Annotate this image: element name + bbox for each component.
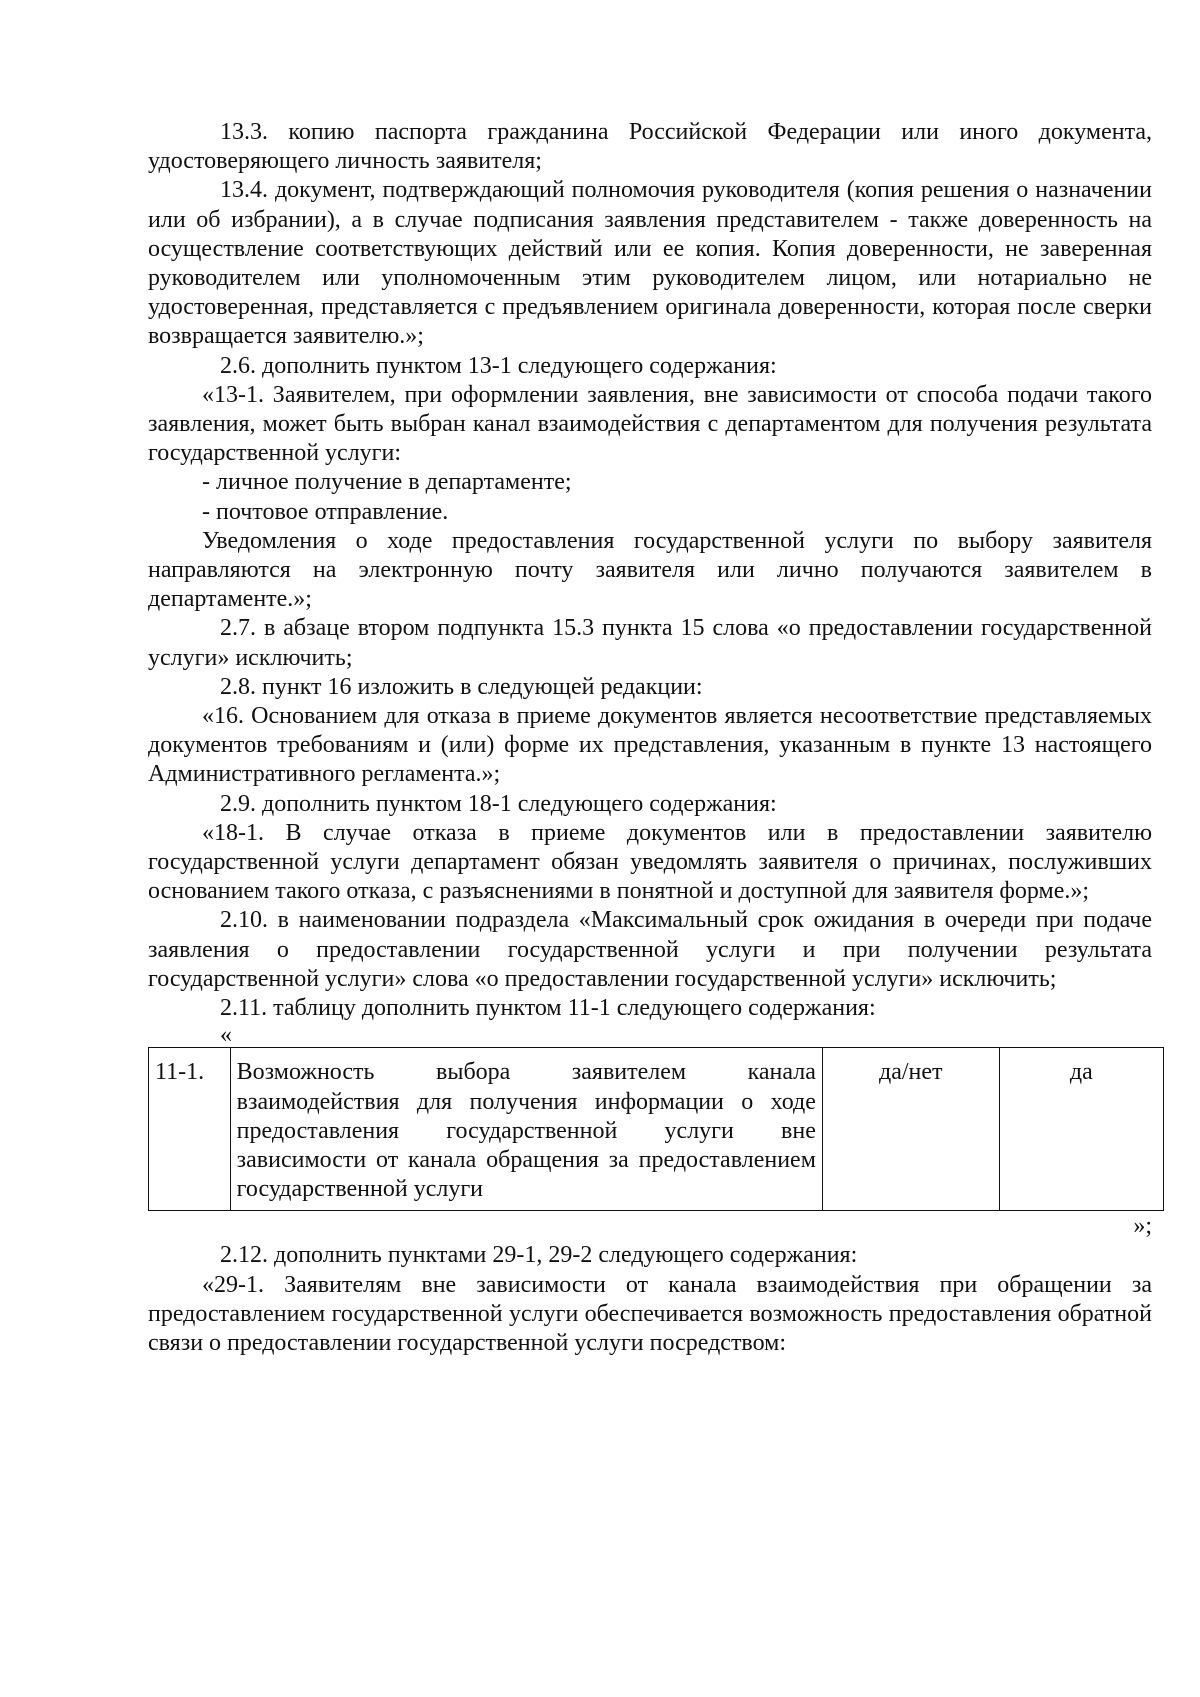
- table-cell-value: да: [999, 1048, 1163, 1211]
- table-cell-number: 11-1.: [149, 1048, 231, 1211]
- paragraph-13-3: 13.3. копию паспорта гражданина Российской Федерации или иного документа, удостоверяющего личность заявителя;: [148, 119, 1152, 175]
- table-row: [149, 1048, 1164, 1211]
- document-page: [148, 118, 1152, 1358]
- list-item-personal: - личное получение в департаменте;: [202, 469, 572, 496]
- paragraph-2-9: 2.9. дополнить пунктом 18-1 следующего содержания:: [220, 790, 777, 817]
- paragraph-18-1: «18-1. В случае отказа в приеме документов или в предоставлении заявителю государственной услуги департамент обязан уведомлять заявителя о причинах, послуживших основанием такого отказа, с разъяснениями в понятной и доступной для заявителя форме.»;: [148, 819, 1152, 905]
- paragraph-16: «16. Основанием для отказа в приеме документов является несоответствие представляемых документов требованиям и (или) форме их представления, указанным в пункте 13 настоящего Административного регламента.»;: [148, 703, 1152, 788]
- quote-close-mark: »;: [1133, 1213, 1152, 1240]
- paragraph-2-10: 2.10. в наименовании подраздела «Максимальный срок ожидания в очереди при подаче заявления о предоставлении государственной услуги и при получении результата государственной услуги» слова «о предоставлении государственной услуги» исключить;: [148, 907, 1152, 992]
- paragraph-29-1: «29-1. Заявителям вне зависимости от канала взаимодействия при обращении за предоставлением государственной услуги обеспечивается возможность предоставления обратной связи о предоставлении государственной услуги посредством:: [148, 1271, 1152, 1356]
- paragraph-2-12: 2.12. дополнить пунктами 29-1, 29-2 следующего содержания:: [220, 1242, 858, 1269]
- table-cell-unit: да/нет: [822, 1048, 999, 1211]
- table-cell-text: Возможность выбора заявителем канала взаимодействия для получения информации о ходе предоставления государственной услуги вне зависимости от канала обращения за предоставлением государственной услуги: [230, 1048, 822, 1211]
- paragraph-2-11: 2.11. таблицу дополнить пунктом 11-1 следующего содержания:: [220, 995, 876, 1022]
- quote-open-mark: «: [220, 1022, 232, 1049]
- inserted-table: [148, 1047, 1164, 1211]
- paragraph-2-6: 2.6. дополнить пунктом 13-1 следующего содержания:: [220, 352, 777, 379]
- paragraph-2-8: 2.8. пункт 16 изложить в следующей редакции:: [220, 673, 703, 700]
- paragraph-13-4: 13.4. документ, подтверждающий полномочия руководителя (копия решения о назначении или об избрании), а в случае подписания заявления представителем - также доверенность на осуществление соответствующих действий или ее копия. Копия доверенности, не заверенная руководителем или уполномоченным этим руководителем лицом, или нотариально не удостоверенная, представляется с предъявлением оригинала доверенности, которая после сверки возвращается заявителю.»;: [148, 177, 1152, 350]
- list-item-postal: - почтовое отправление.: [202, 498, 449, 525]
- paragraph-notifications: Уведомления о ходе предоставления государственной услуги по выбору заявителя направляются на электронную почту заявителя или лично получаются заявителем в департаменте.»;: [148, 527, 1152, 613]
- paragraph-2-7: 2.7. в абзаце втором подпункта 15.3 пункта 15 слова «о предоставлении государственной услуги» исключить;: [148, 615, 1152, 671]
- paragraph-13-1: «13-1. Заявителем, при оформлении заявления, вне зависимости от способа подачи такого заявления, может быть выбран канал взаимодействия с департаментом для получения результата государственной услуги:: [148, 381, 1152, 467]
